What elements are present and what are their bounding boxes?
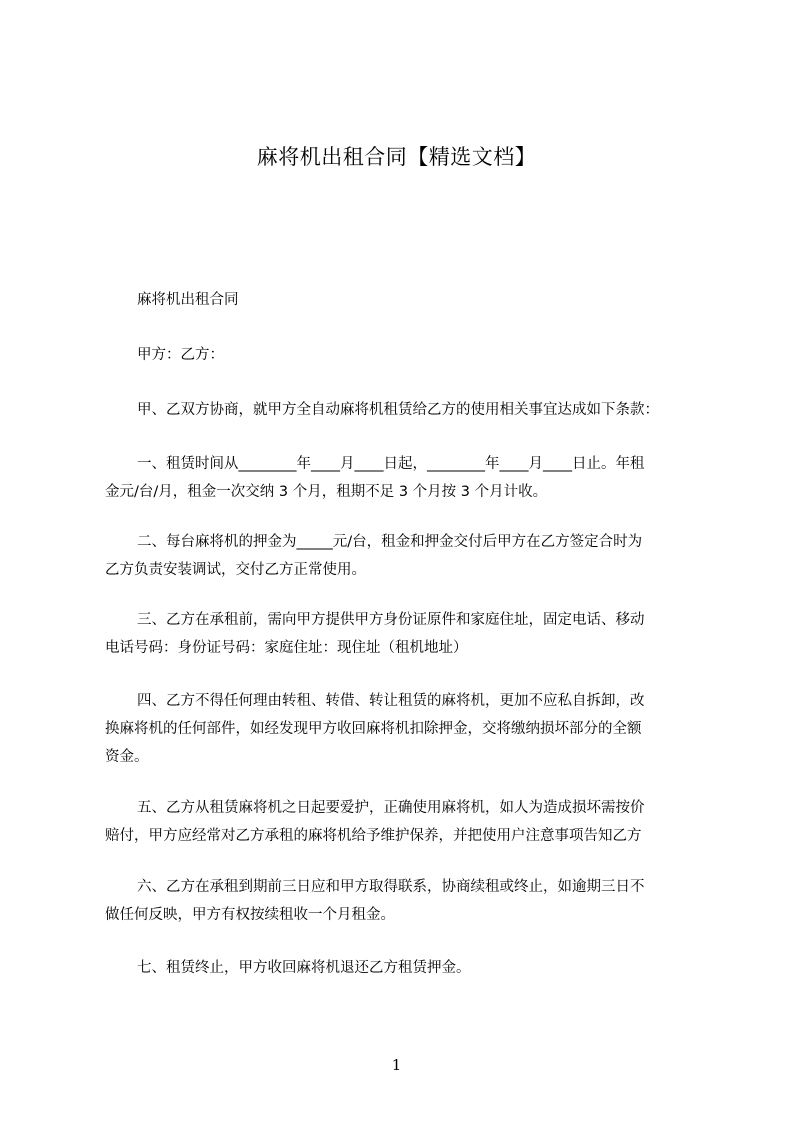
clause-2-line-1: 二、每台麻将机的押金为_____元/台，租金和押金交付后甲方在乙方签定合时为 bbox=[137, 534, 643, 550]
clause-4-line-2: 换麻将机的任何部件，如经发现甲方收回麻将机扣除押金，交将缴纳损坏部分的全额 bbox=[105, 721, 642, 737]
clause-5 bbox=[105, 794, 705, 850]
parties-line bbox=[105, 341, 705, 369]
clause-3-line-2: 电话号码：身份证号码：家庭住址：现住址（租机地址） bbox=[105, 640, 468, 656]
clause-5-line-1: 五、乙方从租赁麻将机之日起要爱护，正确使用麻将机，如人为造成损坏需按价 bbox=[137, 800, 645, 816]
clause-1-line-2: 金元/台/月，租金一次交纳 3 个月，租期不足 3 个月按 3 个月计收。 bbox=[105, 484, 548, 500]
clause-2-line-2: 乙方负责安装调试，交付乙方正常使用。 bbox=[105, 562, 366, 578]
clause-4-line-1: 四、乙方不得任何理由转租、转借、转让租赁的麻将机，更加不应私自拆卸，改 bbox=[137, 693, 645, 709]
page-number: 1 bbox=[391, 1056, 402, 1074]
clause-7-line-1: 七、租赁终止，甲方收回麻将机退还乙方租赁押金。 bbox=[137, 960, 471, 976]
clause-2 bbox=[105, 528, 705, 584]
clause-3 bbox=[105, 606, 705, 662]
document-title: 麻将机出租合同【精选文档】 bbox=[256, 145, 537, 169]
clause-1 bbox=[105, 450, 705, 506]
clause-7 bbox=[105, 954, 705, 982]
clause-5-line-2: 赔付，甲方应经常对乙方承租的麻将机给予维护保养，并把使用户注意事项告知乙方 bbox=[105, 828, 642, 844]
clause-6-line-1: 六、乙方在承租到期前三日应和甲方取得联系，协商续租或终止，如逾期三日不 bbox=[137, 879, 645, 895]
clause-6-line-2: 做任何反映，甲方有权按续租收一个月租金。 bbox=[105, 907, 395, 923]
clause-4 bbox=[105, 687, 705, 771]
parties-text: 甲方：乙方： bbox=[137, 347, 224, 363]
intro-paragraph bbox=[105, 396, 705, 424]
intro-text: 甲、乙双方协商，就甲方全自动麻将机租赁给乙方的使用相关事宜达成如下条款： bbox=[137, 402, 659, 418]
clause-6 bbox=[105, 873, 705, 929]
clause-1-line-1: 一、租赁时间从________年____月____日起，________年____月____日止。年租 bbox=[137, 456, 645, 472]
clause-4-line-3: 资金。 bbox=[105, 749, 149, 765]
contract-heading-text: 麻将机出租合同 bbox=[137, 292, 239, 308]
contract-heading bbox=[105, 286, 705, 314]
clause-3-line-1: 三、乙方在承租前，需向甲方提供甲方身份证原件和家庭住址，固定电话、移动 bbox=[137, 612, 645, 628]
